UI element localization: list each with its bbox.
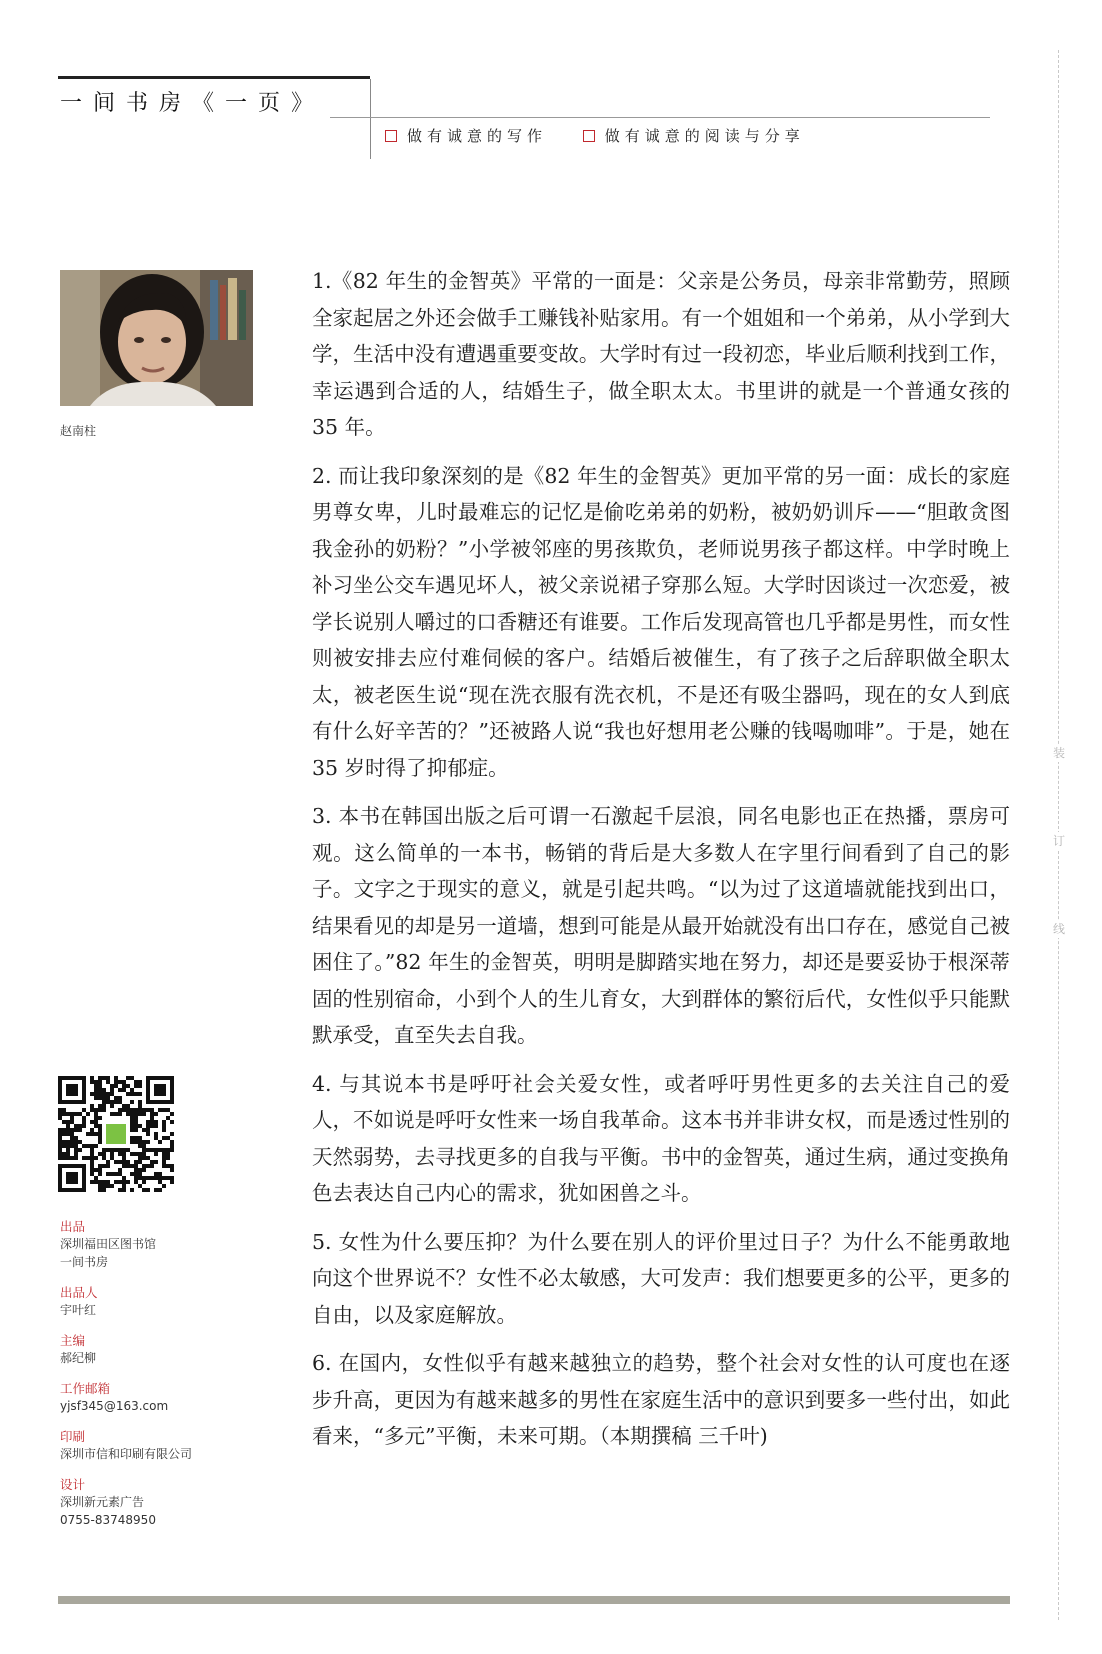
portrait-caption: 赵南柱: [60, 424, 97, 438]
credit-label: 工作邮箱: [60, 1381, 111, 1396]
credit-printer: [60, 1428, 260, 1463]
credit-producer: [60, 1218, 260, 1271]
article-paragraph-6: 6. 在国内，女性似乎有越来越独立的趋势，整个社会对女性的认可度也在逐步升高，更因为有越来越多的男性在家庭生活中的意识到要多一些付出，如此看来，“多元”平衡，未来可期。（本期撰稿 三千叶): [312, 1351, 1010, 1448]
article-paragraph-2: 2. 而让我印象深刻的是《82 年生的金智英》更加平常的另一面：成长的家庭男尊女卑，儿时最难忘的记忆是偷吃弟弟的奶粉，被奶奶训斥——“胆敢贪图我金孙的奶粉？”小学被邻座的男孩欺负，老师说男孩子都这样。中学时晚上补习坐公交车遇见坏人，被父亲说裙子穿那么短。大学时因谈过一次恋爱，被学长说别人嚼过的口香糖还有谁要。工作后发现高管也几乎都是男性，而女性则被安排去应付难伺候的客户。结婚后被催生，有了孩子之后辞职做全职太太，被老医生说“现在洗衣服有洗衣机，不是还有吸尘器吗，现在的女人到底有什么好辛苦的？”还被路人说“我也好想用老公赚的钱喝咖啡”。于是，她在 35 岁时得了抑郁症。: [312, 463, 1010, 780]
credit-email: [60, 1380, 260, 1415]
credit-label: 印刷: [60, 1429, 86, 1444]
credit-value: 一间书房: [60, 1255, 109, 1269]
credit-value: 深圳市信和印刷有限公司: [60, 1447, 193, 1461]
checkbox-square-icon: [385, 130, 397, 142]
header-top-rule: [58, 76, 370, 79]
qr-code-graphic: [58, 1076, 174, 1192]
header-rule: [330, 117, 990, 118]
slogan-reading: [583, 125, 805, 146]
article-paragraph-5: 5. 女性为什么要压抑？为什么要在别人的评价里过日子？为什么不能勇敢地向这个世界说不？女性不必太敏感，大可发声：我们想要更多的公平，更多的自由，以及家庭解放。: [312, 1229, 1010, 1327]
checkbox-square-icon: [583, 130, 595, 142]
slogan-text: 做有诚意的写作: [407, 127, 548, 145]
article-body: [312, 263, 1010, 1467]
slogan-bar: [385, 125, 831, 146]
credits-block: [60, 1218, 260, 1542]
credit-label: 主编: [60, 1333, 86, 1348]
binding-char: 线: [1052, 922, 1065, 936]
article-paragraph-1: 1.《82 年生的金智英》平常的一面是：父亲是公务员，母亲非常勤劳，照顾全家起居之外还会做手工赚钱补贴家用。有一个姐姐和一个弟弟，从小学到大学，生活中没有遭遇重要变故。大学时有过一段初恋，毕业后顺利找到工作，幸运遇到合适的人，结婚生子，做全职太太。书里讲的就是一个普通女孩的 35 年。: [312, 269, 1010, 439]
page-title: 一间书房《一页》: [60, 91, 325, 116]
slogan-writing: [385, 125, 547, 146]
credit-label: 设计: [60, 1477, 86, 1492]
header-divider: [370, 79, 371, 159]
article-paragraph-3: 3. 本书在韩国出版之后可谓一石激起千层浪，同名电影也正在热播，票房可观。这么简单的一本书，畅销的背后是大多数人在字里行间看到了自己的影子。文字之于现实的意义，就是引起共鸣。“以为过了这道墙就能找到出口，结果看见的却是另一道墙，想到可能是从最开始就没有出口存在，感觉自己被困住了。”82 年生的金智英，明明是脚踏实地在努力，却还是要妥协于根深蒂固的性别宿命，小到个人的生儿育女，大到群体的繁衍后代，女性似乎只能默默承受，直至失去自我。: [312, 804, 1010, 1047]
article-paragraph-4: 4. 与其说本书是呼吁社会关爱女性，或者呼吁男性更多的去关注自己的爱人，不如说是呼吁女性来一场自我革命。这本书并非讲女权，而是透过性别的天然弱势，去寻找更多的自我与平衡。书中的金智英，通过生病，通过变换角色去表达自己内心的需求，犹如困兽之斗。: [312, 1071, 1010, 1205]
binding-char: 装: [1052, 746, 1065, 760]
credit-publisher: [60, 1284, 260, 1319]
credit-phone: 0755-83748950: [60, 1513, 156, 1527]
credit-label: 出品: [60, 1219, 86, 1234]
credit-value: 郝纪柳: [60, 1351, 97, 1365]
credit-design: [60, 1476, 260, 1529]
qr-code: [58, 1076, 174, 1192]
footer-rule: [58, 1596, 1010, 1604]
credit-value: 深圳新元素广告: [60, 1495, 145, 1509]
binding-char: 订: [1052, 834, 1065, 848]
credit-editor: [60, 1332, 260, 1367]
credit-value: 深圳福田区图书馆: [60, 1237, 157, 1251]
slogan-text: 做有诚意的阅读与分享: [604, 127, 805, 145]
credit-value: 宇叶红: [60, 1303, 97, 1317]
credit-label: 出品人: [60, 1285, 98, 1300]
portrait-illustration: [60, 270, 253, 406]
email-link[interactable]: yjsf345@163.com: [60, 1399, 169, 1413]
author-portrait: [60, 270, 253, 406]
